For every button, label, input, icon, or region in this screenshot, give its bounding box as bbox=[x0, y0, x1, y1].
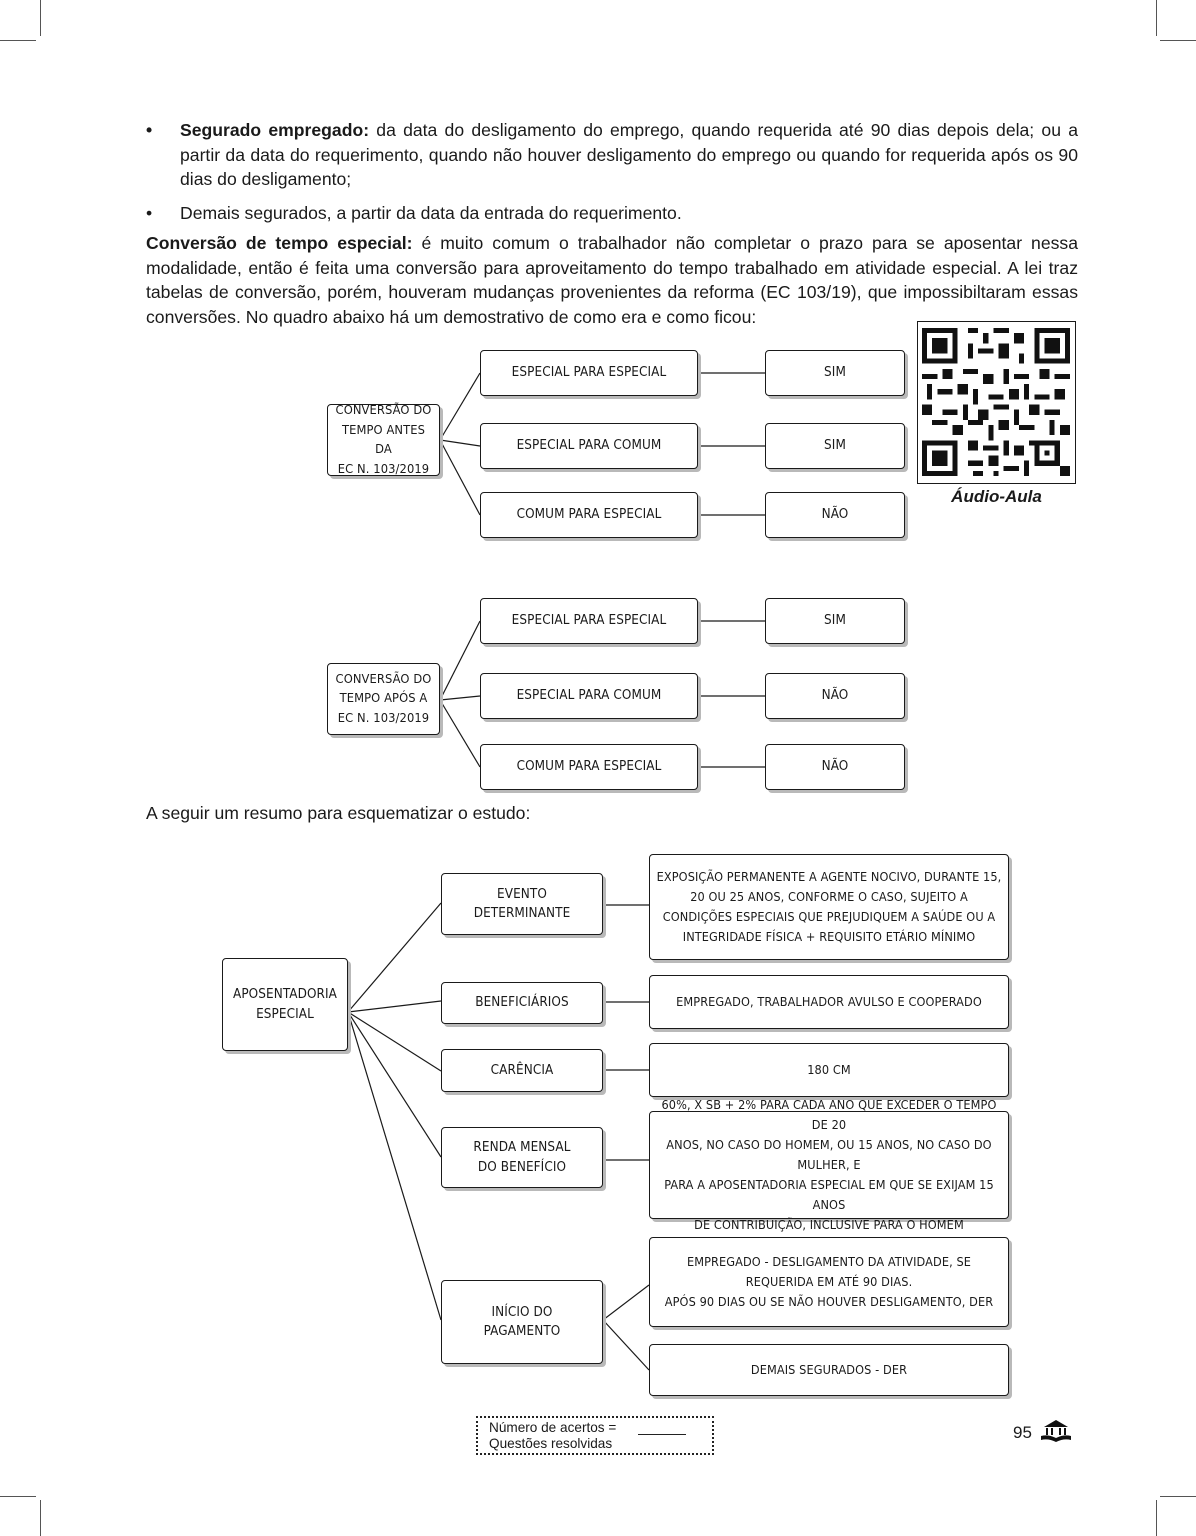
summary-root: APOSENTADORIA ESPECIAL bbox=[222, 958, 348, 1051]
conversion-after-answer: SIM bbox=[765, 598, 905, 644]
conversion-before-answer: SIM bbox=[765, 423, 905, 469]
crop-mark bbox=[40, 1500, 41, 1536]
conversion-after-root: CONVERSÃO DO TEMPO APÓS A EC N. 103/2019 bbox=[327, 663, 440, 735]
conversion-before-type: ESPECIAL PARA COMUM bbox=[480, 423, 698, 469]
summary-node: CARÊNCIA bbox=[441, 1049, 603, 1092]
conversion-text: é muito comum o trabalhador não completar o prazo para se aposentar nessa modalidade, então é feita uma conversão para aproveitamento do tempo trabalhado em atividade especial. A lei traz tabelas de conversão, porém, houveram mudanças provenientes da reforma (EC 103/19), que impossibiltaram essas conversões. No quadro abaixo há um demostrativo de como era e como ficou: bbox=[146, 233, 1079, 327]
bullet-item bbox=[146, 201, 1078, 226]
score-label-correct: Número de acertos = bbox=[489, 1420, 617, 1435]
conversion-before-type: COMUM PARA ESPECIAL bbox=[480, 492, 698, 538]
conversion-label: Conversão de tempo especial: bbox=[146, 233, 413, 253]
bullet-mark: • bbox=[146, 120, 153, 140]
conversion-after-type: ESPECIAL PARA ESPECIAL bbox=[480, 598, 698, 644]
summary-detail: 60%, X SB + 2% PARA CADA ANO QUE EXCEDER O TEMPO DE 20 ANOS, NO CASO DO HOMEM, OU 15 ANOS, NO CASO DO MULHER, E PARA A APOSENTADORIA ESPECIAL EM QUE SE EXIJAM 15 ANOS DE CONTRIBUIÇÃO, INCLUSIVE PARA O HOMEM bbox=[649, 1111, 1009, 1219]
summary-detail: EMPREGADO, TRABALHADOR AVULSO E COOPERADO bbox=[649, 975, 1009, 1029]
score-blank-line bbox=[638, 1434, 686, 1435]
bullet-item bbox=[146, 118, 1078, 192]
crop-mark bbox=[0, 40, 36, 41]
crop-mark bbox=[1160, 1496, 1196, 1497]
summary-detail: 180 CM bbox=[649, 1043, 1009, 1097]
bullet-mark: • bbox=[146, 202, 153, 223]
conversion-before-answer: NÃO bbox=[765, 492, 905, 538]
page-number: 95 bbox=[1013, 1423, 1032, 1442]
body-text bbox=[146, 118, 1078, 329]
conversion-after-answer: NÃO bbox=[765, 673, 905, 719]
crop-mark bbox=[1156, 0, 1157, 36]
bullet-text: Demais segurados, a partir da data da entrada do requerimento. bbox=[180, 202, 682, 223]
conversion-before-answer: SIM bbox=[765, 350, 905, 396]
conversion-after-type: COMUM PARA ESPECIAL bbox=[480, 744, 698, 790]
qr-code-icon bbox=[922, 328, 1070, 476]
book-building-icon bbox=[1040, 1419, 1072, 1443]
summary-node: INÍCIO DO PAGAMENTO bbox=[441, 1280, 603, 1364]
score-box bbox=[476, 1416, 714, 1455]
conversion-before-type: ESPECIAL PARA ESPECIAL bbox=[480, 350, 698, 396]
bullet-label: Segurado empregado: bbox=[180, 120, 370, 140]
qr-code-frame[interactable] bbox=[917, 321, 1076, 484]
bullet-text: da data do desligamento do emprego, quando requerida até 90 dias depois dela; ou a partir da data do requerimento, quando não houver desligamento do emprego ou quando for requerida após os 90 dias do desligamento; bbox=[180, 120, 1078, 189]
score-label-solved: Questões resolvidas bbox=[489, 1436, 613, 1451]
crop-mark bbox=[1156, 1500, 1157, 1536]
summary-node: EVENTO DETERMINANTE bbox=[441, 873, 603, 935]
summary-detail: EMPREGADO - DESLIGAMENTO DA ATIVIDADE, SE REQUERIDA EM ATÉ 90 DIAS. APÓS 90 DIAS OU SE NÃO HOUVER DESLIGAMENTO, DER bbox=[649, 1237, 1009, 1327]
summary-node: BENEFICIÁRIOS bbox=[441, 982, 603, 1024]
summary-detail: EXPOSIÇÃO PERMANENTE A AGENTE NOCIVO, DURANTE 15, 20 OU 25 ANOS, CONFORME O CASO, SUJEITO A CONDIÇÕES ESPECIAIS QUE PREJUDIQUEM A SAÚDE OU A INTEGRIDADE FÍSICA + REQUISITO ETÁRIO MÍNIMO bbox=[649, 854, 1009, 960]
summary-node: RENDA MENSAL DO BENEFÍCIO bbox=[441, 1127, 603, 1188]
summary-detail: DEMAIS SEGURADOS - DER bbox=[649, 1344, 1009, 1396]
conversion-paragraph bbox=[146, 231, 1078, 329]
conversion-after-answer: NÃO bbox=[765, 744, 905, 790]
summary-lead: A seguir um resumo para esquematizar o estudo: bbox=[146, 803, 531, 823]
conversion-after-type: ESPECIAL PARA COMUM bbox=[480, 673, 698, 719]
crop-mark bbox=[1160, 40, 1196, 41]
crop-mark bbox=[0, 1496, 36, 1497]
qr-caption: Áudio-Aula bbox=[951, 487, 1042, 506]
crop-mark bbox=[40, 0, 41, 36]
conversion-before-root: CONVERSÃO DO TEMPO ANTES DA EC N. 103/2019 bbox=[327, 404, 440, 476]
